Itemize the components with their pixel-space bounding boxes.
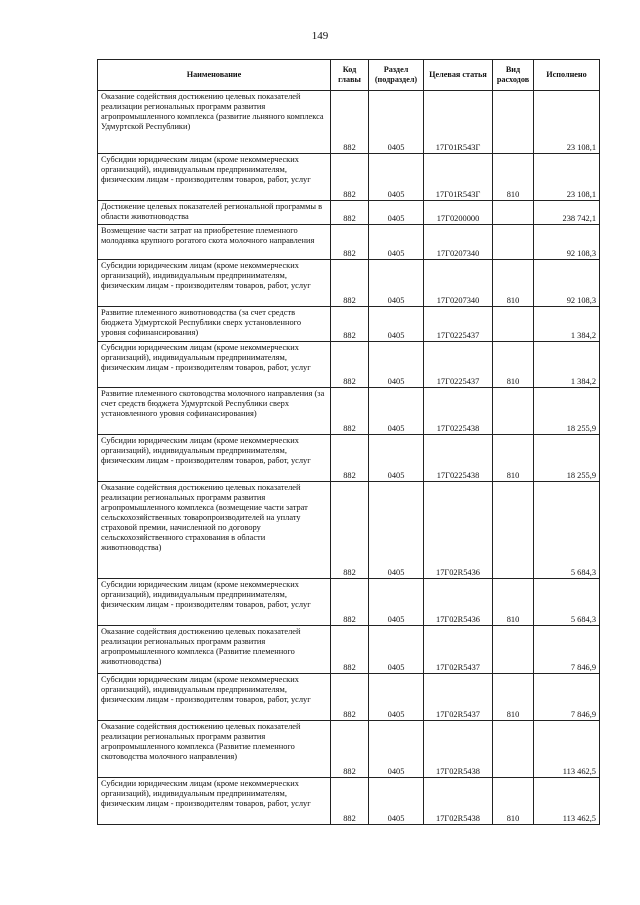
row-type <box>493 225 534 260</box>
row-executed: 7 846,9 <box>534 626 600 674</box>
page-number: 149 <box>311 30 329 42</box>
row-target: 17Г02R5438 <box>424 721 493 778</box>
row-code: 882 <box>331 307 369 342</box>
row-type: 810 <box>493 674 534 721</box>
row-name: Субсидии юридическим лицам (кроме некоммерческих организаций), индивидуальным предпринимателям, физическим лицам - производителям товаров, работ, услуг <box>98 579 331 626</box>
row-executed: 1 384,2 <box>534 342 600 388</box>
table-row <box>98 482 600 579</box>
row-target: 17Г0200000 <box>424 201 493 225</box>
row-executed: 113 462,5 <box>534 778 600 825</box>
row-type: 810 <box>493 778 534 825</box>
row-name: Оказание содействия достижению целевых показателей реализации региональных программ развития агропромышленного комплекса (Развитие племенного животноводства) <box>98 626 331 674</box>
row-type <box>493 626 534 674</box>
row-target: 17Г02R5437 <box>424 674 493 721</box>
row-name: Субсидии юридическим лицам (кроме некоммерческих организаций), индивидуальным предпринимателям, физическим лицам - производителям товаров, работ, услуг <box>98 674 331 721</box>
row-name: Оказание содействия достижению целевых показателей реализации региональных программ развития агропромышленного комплекса (Развитие племенного скотоводства молочного направления) <box>98 721 331 778</box>
header-section: Раздел (подраздел) <box>369 60 424 91</box>
header-executed: Исполнено <box>534 60 600 91</box>
row-code: 882 <box>331 154 369 201</box>
row-name: Субсидии юридическим лицам (кроме некоммерческих организаций), индивидуальным предпринимателям, физическим лицам - производителям товаров, работ, услуг <box>98 435 331 482</box>
row-executed: 92 108,3 <box>534 225 600 260</box>
row-code: 882 <box>331 721 369 778</box>
row-code: 882 <box>331 626 369 674</box>
row-section: 0405 <box>369 721 424 778</box>
row-name: Оказание содействия достижению целевых показателей реализации региональных программ развития агропромышленного комплекса (развитие льняного комплекса Удмуртской Республики) <box>98 91 331 154</box>
table-row <box>98 91 600 154</box>
header-type: Вид расходов <box>493 60 534 91</box>
row-executed: 7 846,9 <box>534 674 600 721</box>
row-type <box>493 201 534 225</box>
row-target: 17Г0225438 <box>424 388 493 435</box>
row-section: 0405 <box>369 201 424 225</box>
table-row <box>98 154 600 201</box>
row-target: 17Г02R5436 <box>424 482 493 579</box>
row-executed: 5 684,3 <box>534 482 600 579</box>
header-code: Код главы <box>331 60 369 91</box>
row-section: 0405 <box>369 435 424 482</box>
row-code: 882 <box>331 342 369 388</box>
row-target: 17Г02R5437 <box>424 626 493 674</box>
row-code: 882 <box>331 435 369 482</box>
row-target: 17Г02R5438 <box>424 778 493 825</box>
row-code: 882 <box>331 388 369 435</box>
row-target: 17Г01R543Г <box>424 154 493 201</box>
table-row <box>98 225 600 260</box>
row-executed: 113 462,5 <box>534 721 600 778</box>
row-executed: 18 255,9 <box>534 388 600 435</box>
row-type: 810 <box>493 342 534 388</box>
row-code: 882 <box>331 91 369 154</box>
row-code: 882 <box>331 674 369 721</box>
row-name: Оказание содействия достижению целевых показателей реализации региональных программ развития агропромышленного комплекса (возмещение части затрат сельскохозяйственных товаропроизводителей на уплату страховой премии, начисленной по договору сельскохозяйственного страхования в области животноводства) <box>98 482 331 579</box>
row-type: 810 <box>493 435 534 482</box>
row-target: 17Г0225437 <box>424 307 493 342</box>
row-code: 882 <box>331 778 369 825</box>
row-section: 0405 <box>369 260 424 307</box>
row-name: Субсидии юридическим лицам (кроме некоммерческих организаций), индивидуальным предпринимателям, физическим лицам - производителям товаров, работ, услуг <box>98 778 331 825</box>
row-name: Субсидии юридическим лицам (кроме некоммерческих организаций), индивидуальным предпринимателям, физическим лицам - производителям товаров, работ, услуг <box>98 260 331 307</box>
row-name: Субсидии юридическим лицам (кроме некоммерческих организаций), индивидуальным предпринимателям, физическим лицам - производителям товаров, работ, услуг <box>98 154 331 201</box>
row-type <box>493 482 534 579</box>
row-name: Развитие племенного скотоводства молочного направления (за счет средств бюджета Удмуртской Республики сверх установленного уровня софинансирования) <box>98 388 331 435</box>
row-section: 0405 <box>369 626 424 674</box>
row-type: 810 <box>493 579 534 626</box>
table-row <box>98 307 600 342</box>
row-section: 0405 <box>369 579 424 626</box>
row-name: Возмещение части затрат на приобретение племенного молодняка крупного рогатого скота молочного направления <box>98 225 331 260</box>
table-row <box>98 435 600 482</box>
row-type <box>493 388 534 435</box>
row-target: 17Г0225438 <box>424 435 493 482</box>
row-section: 0405 <box>369 91 424 154</box>
table-row <box>98 674 600 721</box>
row-type <box>493 307 534 342</box>
row-section: 0405 <box>369 482 424 579</box>
table-row <box>98 778 600 825</box>
row-executed: 5 684,3 <box>534 579 600 626</box>
row-type: 810 <box>493 260 534 307</box>
row-type: 810 <box>493 154 534 201</box>
table-row <box>98 626 600 674</box>
table-row <box>98 388 600 435</box>
row-executed: 23 108,1 <box>534 91 600 154</box>
row-code: 882 <box>331 482 369 579</box>
row-section: 0405 <box>369 342 424 388</box>
row-target: 17Г0207340 <box>424 225 493 260</box>
budget-table <box>97 59 600 825</box>
row-type <box>493 721 534 778</box>
row-section: 0405 <box>369 674 424 721</box>
row-target: 17Г0225437 <box>424 342 493 388</box>
row-type <box>493 91 534 154</box>
row-target: 17Г02R5436 <box>424 579 493 626</box>
row-code: 882 <box>331 225 369 260</box>
row-executed: 1 384,2 <box>534 307 600 342</box>
table-row <box>98 260 600 307</box>
row-code: 882 <box>331 201 369 225</box>
table-row <box>98 721 600 778</box>
row-executed: 23 108,1 <box>534 154 600 201</box>
row-name: Субсидии юридическим лицам (кроме некоммерческих организаций), индивидуальным предпринимателям, физическим лицам - производителям товаров, работ, услуг <box>98 342 331 388</box>
row-section: 0405 <box>369 307 424 342</box>
row-executed: 92 108,3 <box>534 260 600 307</box>
row-section: 0405 <box>369 778 424 825</box>
row-executed: 18 255,9 <box>534 435 600 482</box>
header-target: Целевая статья <box>424 60 493 91</box>
row-target: 17Г0207340 <box>424 260 493 307</box>
row-target: 17Г01R543Г <box>424 91 493 154</box>
row-code: 882 <box>331 260 369 307</box>
row-name: Достижение целевых показателей региональной программы в области животноводства <box>98 201 331 225</box>
row-section: 0405 <box>369 388 424 435</box>
table-row <box>98 342 600 388</box>
table-row <box>98 201 600 225</box>
table-row <box>98 579 600 626</box>
row-section: 0405 <box>369 225 424 260</box>
row-code: 882 <box>331 579 369 626</box>
row-section: 0405 <box>369 154 424 201</box>
table-header-row <box>98 60 600 91</box>
row-executed: 238 742,1 <box>534 201 600 225</box>
row-name: Развитие племенного животноводства (за счет средств бюджета Удмуртской Республики сверх установленного уровня софинансирования) <box>98 307 331 342</box>
header-name: Наименование <box>98 60 331 91</box>
